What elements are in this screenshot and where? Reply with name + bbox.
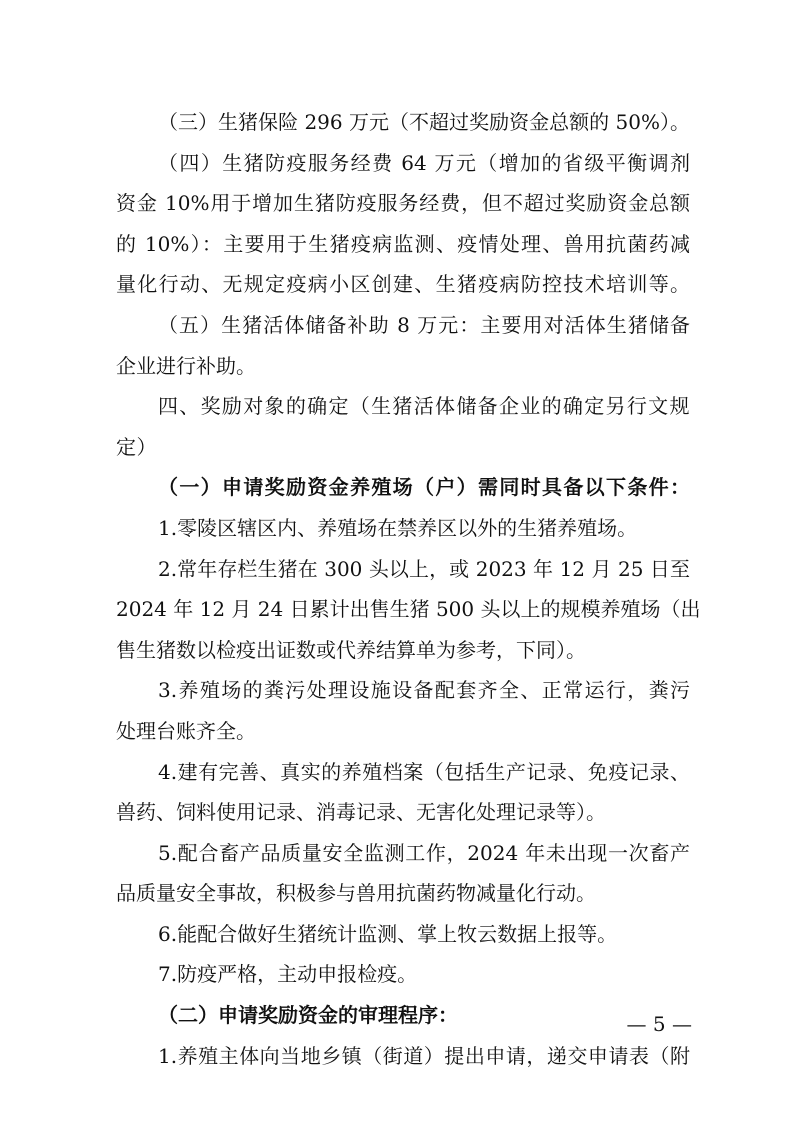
page-number: — 5 — — [626, 1012, 692, 1036]
document-body — [116, 102, 701, 1076]
condition-line: 2.常年存栏生猪在 300 头以上，或 2023 年 12 月 25 日至 — [158, 556, 690, 581]
condition-line: 兽药、饲料使用记录、消毒记录、无害化处理记录等）。 — [116, 800, 606, 825]
paragraph-line: （五）生猪活体储备补助 8 万元：主要用对活体生猪储备 — [158, 312, 690, 337]
subsection-heading: （二）申请奖励资金的审理程序： — [158, 1003, 458, 1028]
condition-line: 5.配合畜产品质量安全监测工作，2024 年未出现一次畜产 — [158, 840, 690, 865]
condition-line: 3.养殖场的粪污处理设施设备配套齐全、正常运行，粪污 — [158, 678, 690, 703]
condition-line: 4.建有完善、真实的养殖档案（包括生产记录、免疫记录、 — [158, 759, 690, 784]
condition-line: 1.零陵区辖区内、养殖场在禁养区以外的生猪养殖场。 — [158, 515, 638, 540]
condition-line: 处理台账齐全。 — [116, 718, 256, 743]
paragraph-line: （四）生猪防疫服务经费 64 万元（增加的省级平衡调剂 — [158, 150, 690, 175]
paragraph-line: 量化行动、无规定疫病小区创建、生猪疫病防控技术培训等。 — [116, 272, 690, 297]
procedure-line: 1.养殖主体向当地乡镇（街道）提出申请，递交申请表（附 — [158, 1043, 690, 1068]
paragraph-line: （三）生猪保险 296 万元（不超过奖励资金总额的 50%）。 — [158, 110, 690, 134]
paragraph-line: 企业进行补助。 — [116, 353, 256, 378]
condition-line: 7.防疫严格，主动申报检疫。 — [158, 962, 418, 987]
section-heading-continuation: 定） — [116, 434, 157, 459]
condition-line: 售生猪数以检疫出证数或代养结算单为参考，下同）。 — [116, 637, 586, 662]
paragraph-line: 资金 10%用于增加生猪防疫服务经费，但不超过奖励资金总额 — [116, 191, 690, 216]
condition-line: 2024 年 12 月 24 日累计出售生猪 500 头以上的规模养殖场（出 — [116, 597, 701, 622]
section-heading: 四、奖励对象的确定（生猪活体储备企业的确定另行文规 — [158, 394, 690, 419]
condition-line: 品质量安全事故，积极参与兽用抗菌药物减量化行动。 — [116, 881, 596, 906]
condition-line: 6.能配合做好生猪统计监测、掌上牧云数据上报等。 — [158, 921, 618, 946]
subsection-heading: （一）申请奖励资金养殖场（户）需同时具备以下条件： — [158, 475, 690, 500]
paragraph-line: 的 10%）：主要用于生猪疫病监测、疫情处理、兽用抗菌药减 — [116, 231, 690, 256]
